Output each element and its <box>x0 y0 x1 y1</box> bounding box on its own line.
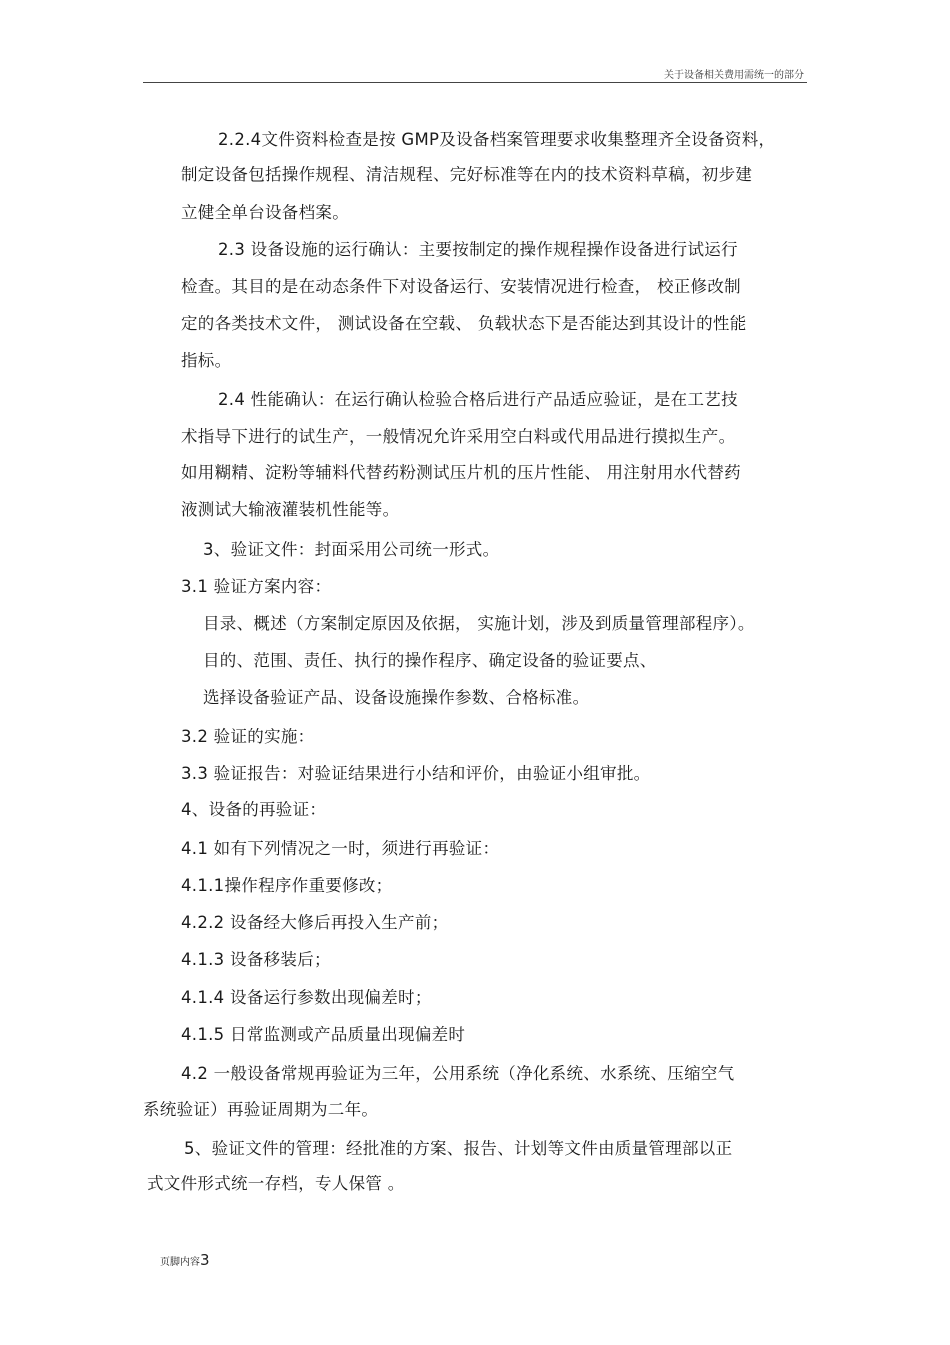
body-line: 4.1.3 设备移装后； <box>181 950 331 969</box>
footer-label: 页脚内容 <box>160 1257 200 1268</box>
body-line: 4.2 一般设备常规再验证为三年，公用系统（净化系统、水系统、压缩空气 <box>181 1064 735 1083</box>
body-line: 3、验证文件：封面采用公司统一形式。 <box>203 540 500 559</box>
body-line: 术指导下进行的试生产，一般情况允许采用空白料或代用品进行摸拟生产。 <box>181 427 736 446</box>
body-line: 4.2.2 设备经大修后再投入生产前； <box>181 913 449 932</box>
body-line: 指标。 <box>181 351 232 370</box>
page-number: 3 <box>200 1251 210 1269</box>
body-line: 定的各类技术文件， 测试设备在空载、 负载状态下是否能达到其设计的性能 <box>181 314 747 333</box>
body-line: 3.1 验证方案内容： <box>181 577 332 596</box>
body-line: 4、设备的再验证： <box>181 800 327 819</box>
body-line: 2.2.4文件资料检查是按 GMP及设备档案管理要求收集整理齐全设备资料， <box>218 130 776 149</box>
body-line: 式文件形式统一存档，专人保管 。 <box>147 1174 405 1193</box>
body-line: 4.1 如有下列情况之一时，须进行再验证： <box>181 839 500 858</box>
body-line: 立健全单台设备档案。 <box>181 203 349 222</box>
body-line: 4.1.4 设备运行参数出现偏差时； <box>181 988 432 1007</box>
body-line: 如用糊精、淀粉等辅料代替药粉测试压片机的压片性能、 用注射用水代替药 <box>181 463 741 482</box>
body-line: 3.3 验证报告：对验证结果进行小结和评价，由验证小组审批。 <box>181 764 651 783</box>
body-line: 制定设备包括操作规程、清洁规程、完好标准等在内的技术资料草稿，初步建 <box>181 165 753 184</box>
body-line: 2.3 设备设施的运行确认：主要按制定的操作规程操作设备进行试运行 <box>218 240 738 259</box>
body-line: 5、验证文件的管理：经批准的方案、报告、计划等文件由质量管理部以正 <box>184 1139 733 1158</box>
body-line: 4.1.5 日常监测或产品质量出现偏差时 <box>181 1025 466 1044</box>
page-header-text: 关于设备相关费用需统一的部分 <box>664 70 804 81</box>
body-line: 4.1.1操作程序作重要修改； <box>181 876 393 895</box>
body-line: 2.4 性能确认：在运行确认检验合格后进行产品适应验证，是在工艺技 <box>218 390 738 409</box>
header-divider <box>143 82 807 83</box>
body-line: 选择设备验证产品、设备设施操作参数、合格标准。 <box>203 688 590 707</box>
page-footer <box>160 1250 210 1269</box>
body-line: 液测试大输液灌装机性能等。 <box>181 500 400 519</box>
body-line: 目的、范围、责任、执行的操作程序、确定设备的验证要点、 <box>203 651 657 670</box>
body-line: 3.2 验证的实施： <box>181 727 315 746</box>
body-line: 目录、概述（方案制定原因及依据， 实施计划，涉及到质量管理部程序）。 <box>203 614 755 633</box>
body-line: 系统验证）再验证周期为二年。 <box>143 1100 379 1119</box>
body-line: 检查。其目的是在动态条件下对设备运行、安装情况进行检查， 校正修改制 <box>181 277 741 296</box>
